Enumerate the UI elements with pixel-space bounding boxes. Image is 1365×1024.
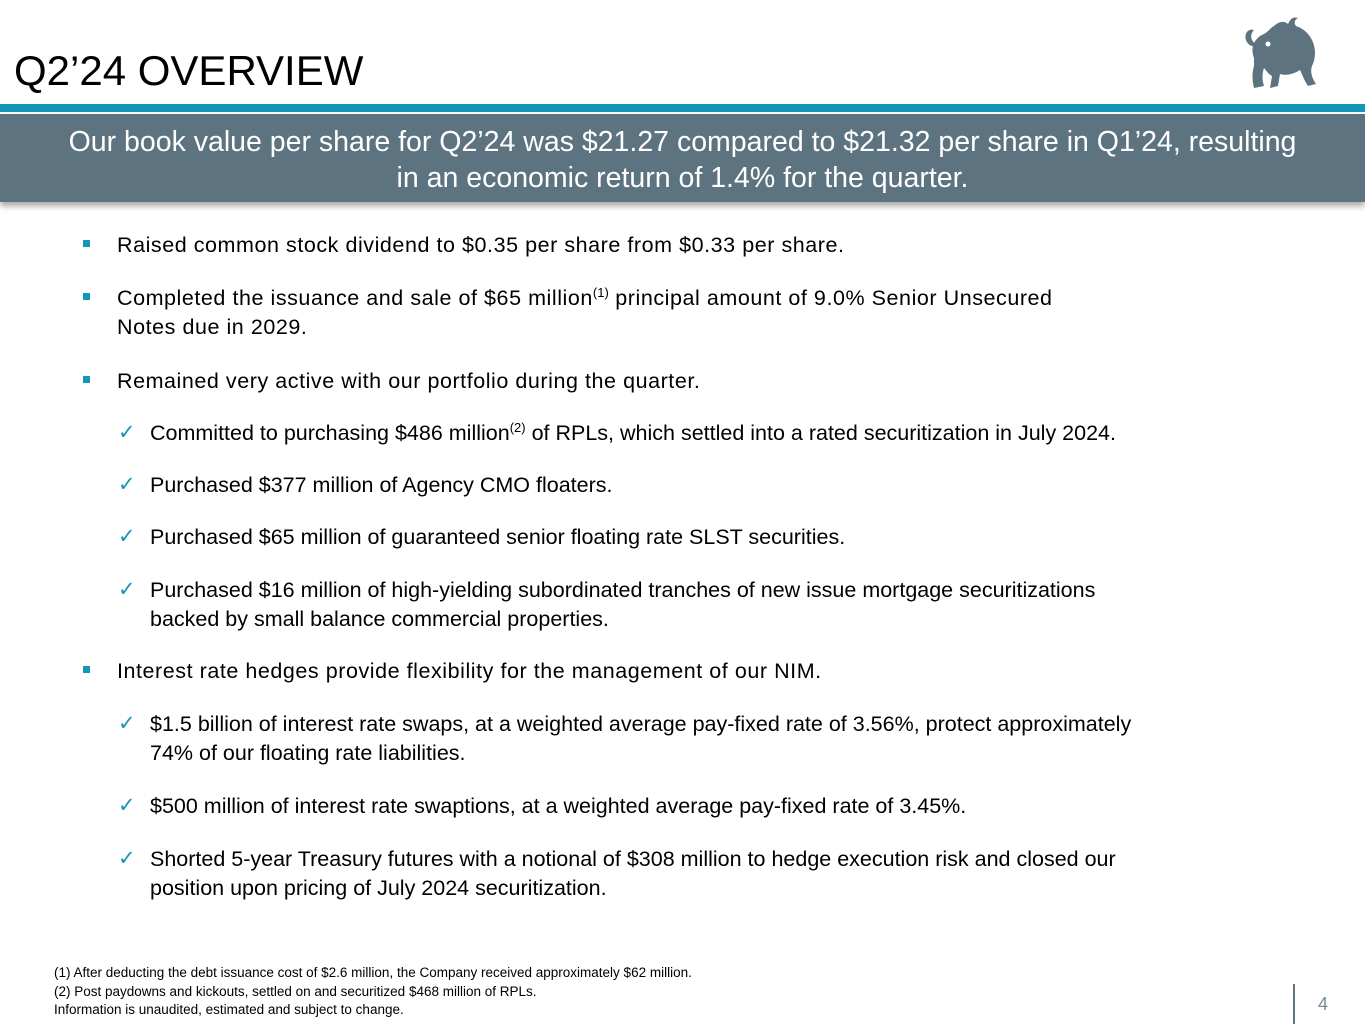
subbullet-subordinated-line-1: Purchased $16 million of high-yielding subordinated tranches of new issue mortgage securitizations bbox=[150, 578, 1096, 602]
subbullet-rpl-text-a: Committed to purchasing $486 million bbox=[150, 421, 510, 445]
lion-logo-icon bbox=[1240, 14, 1320, 94]
page-number: 4 bbox=[1318, 994, 1329, 1014]
subbullet-treasury bbox=[150, 845, 1290, 903]
bullet-hedges: Interest rate hedges provide flexibility for the management of our NIM. bbox=[117, 659, 822, 683]
square-bullet-icon bbox=[83, 293, 90, 300]
banner-line-1: Our book value per share for Q2’24 was $21.27 compared to $21.32 per share in Q1’24, resulting bbox=[68, 126, 1297, 158]
footnote-ref-2: (2) bbox=[509, 420, 526, 435]
bullet-notes-text-b: principal amount of 9.0% Senior Unsecured bbox=[608, 286, 1053, 310]
summary-banner bbox=[0, 114, 1365, 202]
banner-line-2: in an economic return of 1.4% for the quarter. bbox=[396, 162, 969, 194]
checkmark-icon: ✓ bbox=[118, 847, 136, 870]
footnote-disclaimer: Information is unaudited, estimated and subject to change. bbox=[54, 1002, 404, 1017]
square-bullet-icon bbox=[83, 666, 90, 673]
bullet-notes-text-a: Completed the issuance and sale of $65 million bbox=[117, 286, 593, 310]
subbullet-treasury-line-1: Shorted 5-year Treasury futures with a notional of $308 million to hedge execution risk and closed our bbox=[150, 847, 1116, 871]
footnote-ref-1: (1) bbox=[592, 285, 609, 300]
footnote-2: (2) Post paydowns and kickouts, settled on and securitized $468 million of RPLs. bbox=[54, 984, 537, 999]
checkmark-icon: ✓ bbox=[118, 794, 136, 817]
bullet-dividend: Raised common stock dividend to $0.35 per share from $0.33 per share. bbox=[117, 233, 845, 257]
subbullet-subordinated bbox=[150, 576, 1290, 634]
subbullet-rpl-text-b: of RPLs, which settled into a rated securitization in July 2024. bbox=[525, 421, 1116, 445]
bullet-notes-text-c: Notes due in 2029. bbox=[117, 315, 308, 339]
page-title: Q2’24 OVERVIEW bbox=[14, 47, 364, 94]
page-number-divider bbox=[1293, 984, 1295, 1024]
subbullet-swaptions: $500 million of interest rate swaptions, at a weighted average pay-fixed rate of 3.45%. bbox=[150, 794, 967, 818]
square-bullet-icon bbox=[83, 376, 90, 383]
subbullet-swaps-line-1: $1.5 billion of interest rate swaps, at a weighted average pay-fixed rate of 3.56%, protect approximately bbox=[150, 712, 1132, 736]
bullet-notes-issuance bbox=[117, 284, 1297, 342]
subbullet-treasury-line-2: position upon pricing of July 2024 securitization. bbox=[150, 876, 607, 900]
subbullet-rpl bbox=[150, 419, 1290, 448]
checkmark-icon: ✓ bbox=[118, 473, 136, 496]
subbullet-slst: Purchased $65 million of guaranteed senior floating rate SLST securities. bbox=[150, 525, 846, 549]
header-rule bbox=[0, 104, 1365, 112]
footnote-1: (1) After deducting the debt issuance cost of $2.6 million, the Company received approximately $62 million. bbox=[54, 965, 692, 980]
checkmark-icon: ✓ bbox=[118, 712, 136, 735]
subbullet-swaps bbox=[150, 710, 1290, 768]
bullet-portfolio: Remained very active with our portfolio during the quarter. bbox=[117, 369, 701, 393]
checkmark-icon: ✓ bbox=[118, 578, 136, 601]
subbullet-subordinated-line-2: backed by small balance commercial properties. bbox=[150, 607, 609, 631]
checkmark-icon: ✓ bbox=[118, 525, 136, 548]
subbullet-cmo: Purchased $377 million of Agency CMO floaters. bbox=[150, 473, 613, 497]
checkmark-icon: ✓ bbox=[118, 421, 136, 444]
subbullet-swaps-line-2: 74% of our floating rate liabilities. bbox=[150, 741, 466, 765]
square-bullet-icon bbox=[83, 240, 90, 247]
